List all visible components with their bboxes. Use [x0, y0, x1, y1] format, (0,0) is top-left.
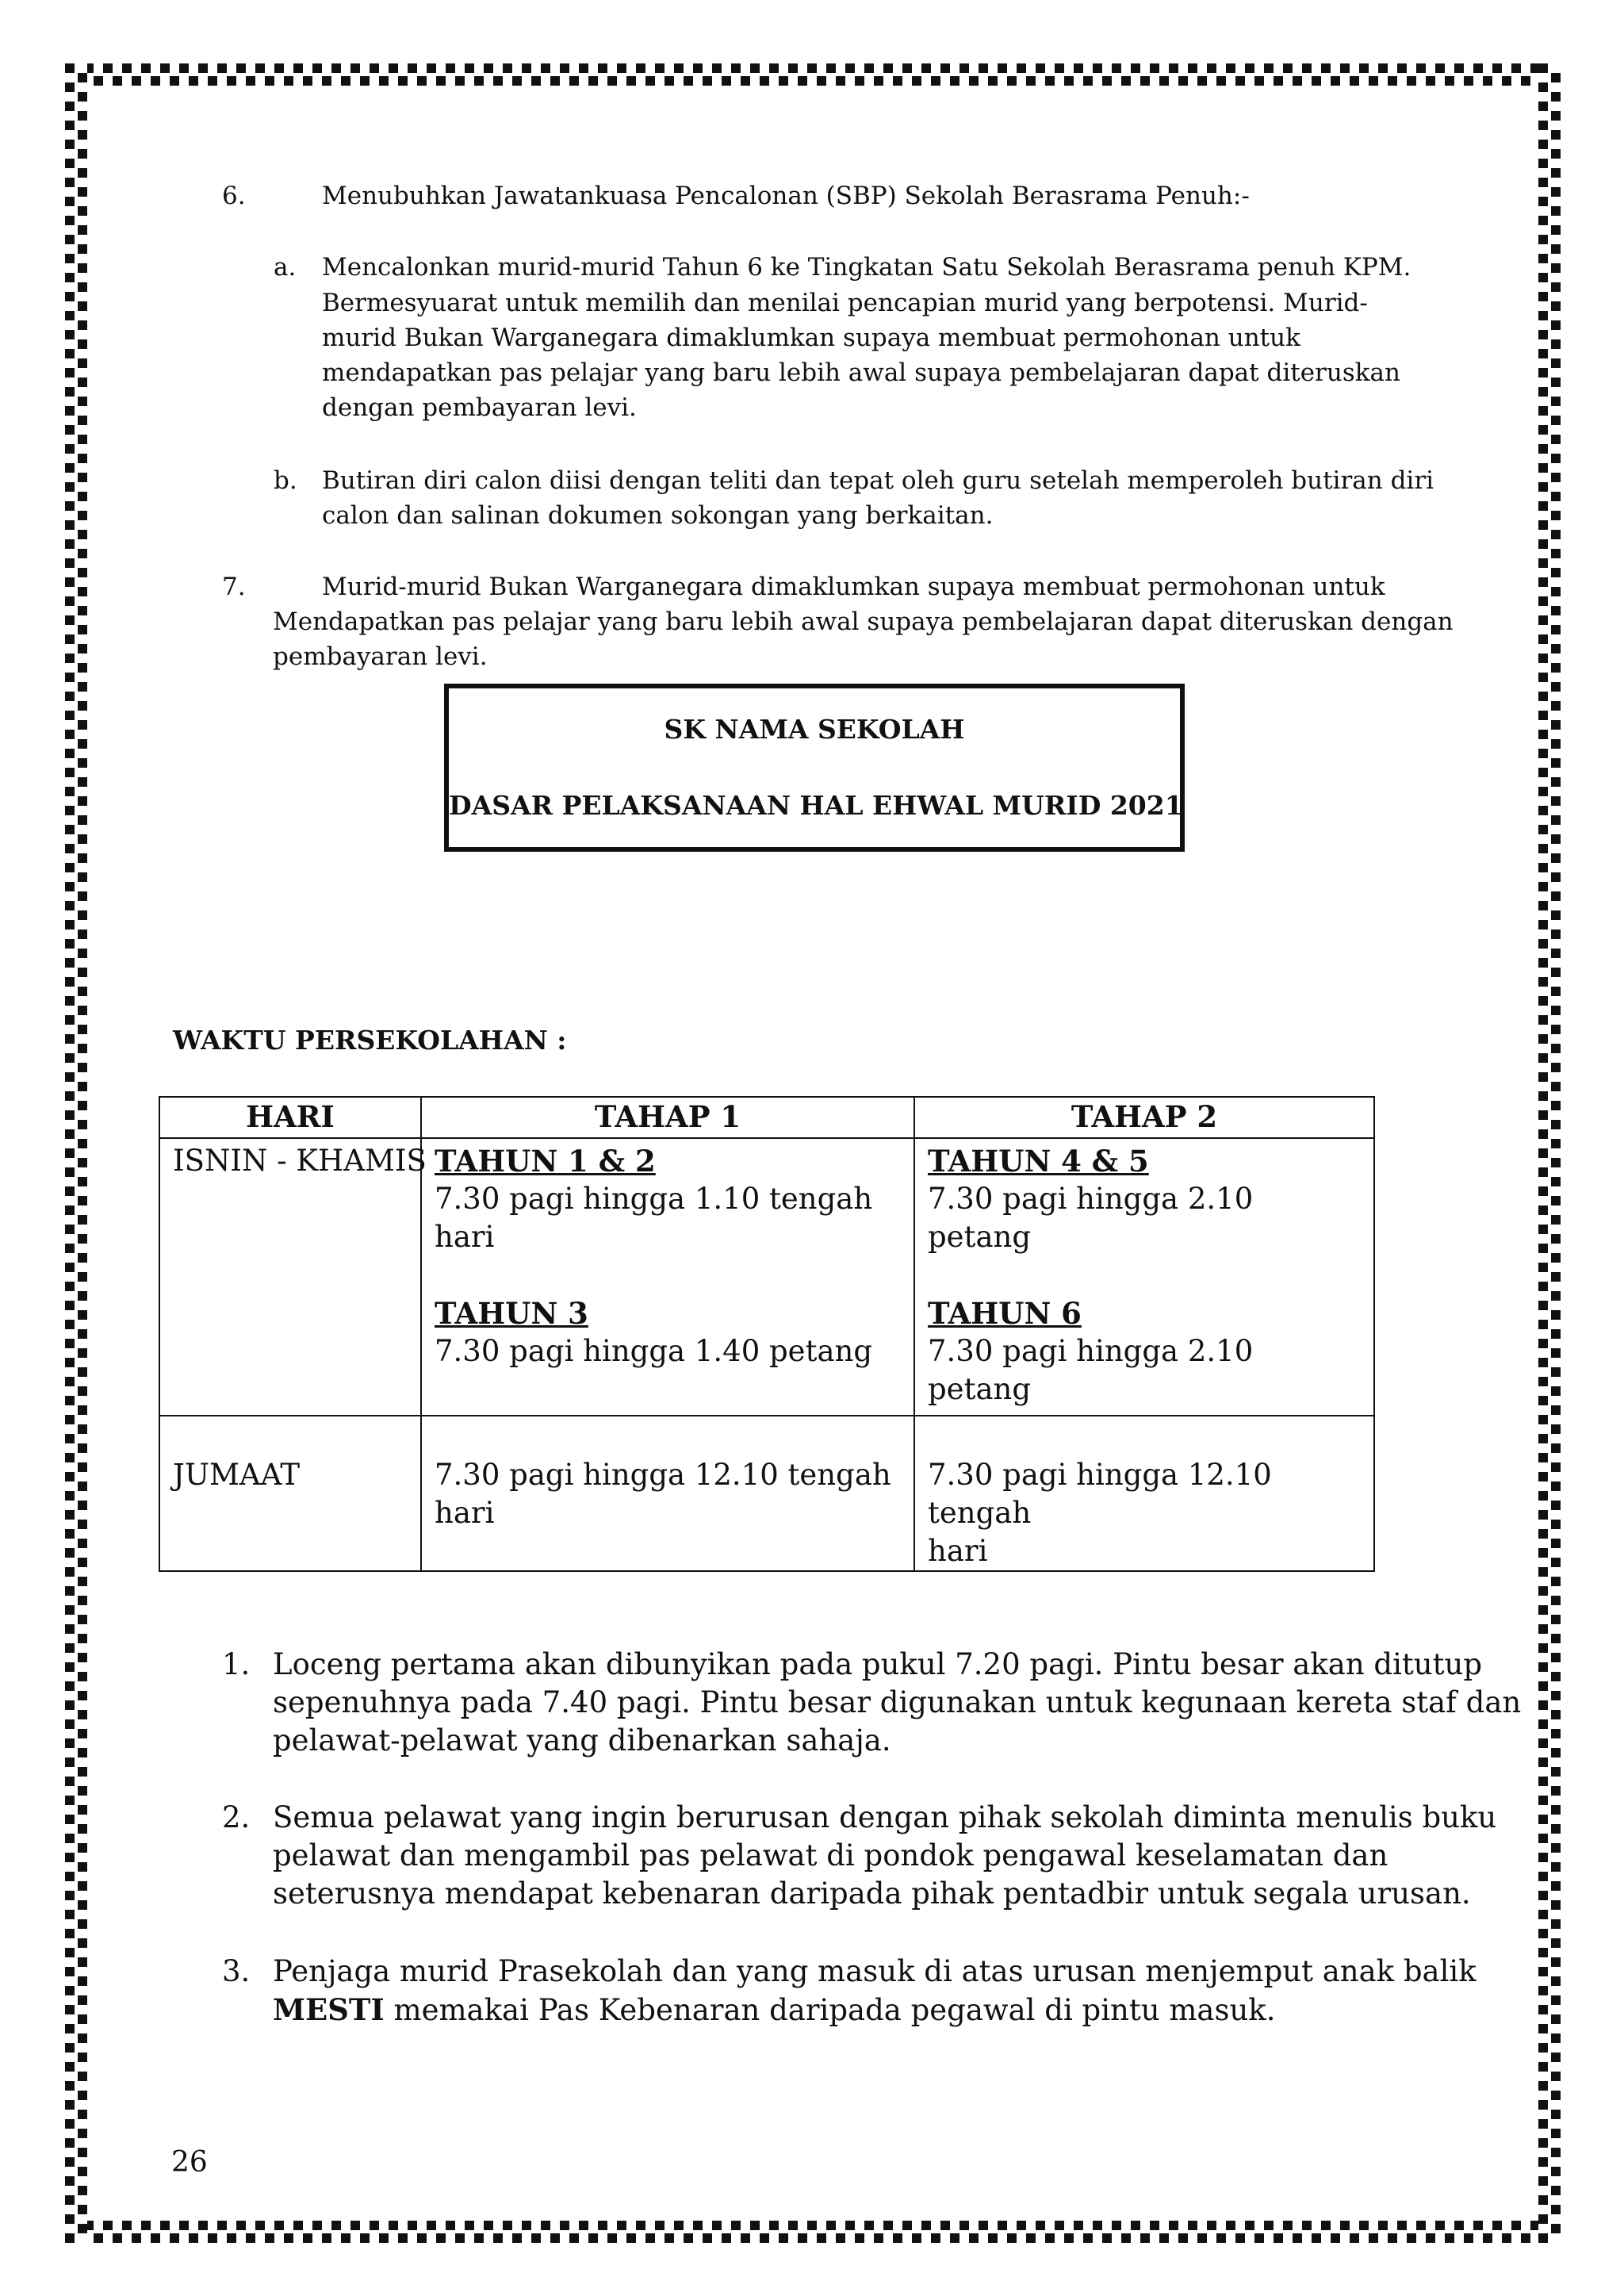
time-text: 7.30 pagi hingga 2.10 petang — [928, 1334, 1254, 1406]
tahap1-cell — [421, 1416, 914, 1571]
tahap2-cell — [914, 1416, 1374, 1571]
item6-number: 6. — [222, 182, 246, 210]
item7-line: Murid-murid Bukan Warganegara dimaklumkan supaya membuat permohonan untuk — [322, 573, 1385, 601]
school-hours-table — [159, 1096, 1375, 1572]
time-text: 7.30 pagi hingga 1.10 tengah — [435, 1182, 873, 1216]
day-cell — [159, 1138, 427, 1416]
rule1-line: Loceng pertama akan dibunyikan pada pukul 7.20 pagi. Pintu besar akan ditutup — [273, 1647, 1483, 1681]
item6-sub-a-line: Bermesyuarat untuk memilih dan menilai pencapian murid yang berpotensi. Murid- — [322, 289, 1368, 317]
time-text: hari — [435, 1220, 495, 1254]
spacer — [928, 1256, 1359, 1294]
school-name: SK NAMA SEKOLAH — [664, 714, 965, 745]
checkered-border-bottom — [65, 2221, 1561, 2243]
rule1-line: pelawat-pelawat yang dibenarkan sahaja. — [273, 1723, 891, 1757]
checkered-border-top — [65, 63, 1561, 86]
page-number: 26 — [171, 2146, 208, 2179]
table-header-row — [159, 1097, 1374, 1138]
policy-title: DASAR PELAKSANAAN HAL EHWAL MURID 2021 — [449, 790, 1183, 821]
year-group-title: TAHUN 1 & 2 — [435, 1144, 656, 1179]
header-hari: HARI — [159, 1097, 421, 1138]
item6-sub-a-line: Mencalonkan murid-murid Tahun 6 ke Tingkatan Satu Sekolah Berasrama penuh KPM. — [322, 253, 1411, 282]
item7-number: 7. — [222, 573, 246, 601]
rule1-number: 1. — [222, 1647, 251, 1681]
section-heading: WAKTU PERSEKOLAHAN : — [173, 1025, 567, 1056]
rule3-line: Penjaga murid Prasekolah dan yang masuk di atas urusan menjemput anak balik — [273, 1954, 1477, 1988]
rule3-number: 3. — [222, 1954, 251, 1988]
time-text: 7.30 pagi hingga 12.10 tengah — [928, 1458, 1272, 1530]
day-cell — [159, 1416, 421, 1571]
table-row — [159, 1416, 1374, 1571]
rule2-line: seterusnya mendapat kebenaran daripada pihak pentadbir untuk segala urusan. — [273, 1876, 1471, 1911]
item7-line: Mendapatkan pas pelajar yang baru lebih awal supaya pembelajaran dapat diteruskan dengan — [273, 608, 1454, 636]
year-group-title: TAHUN 6 — [928, 1296, 1082, 1331]
item6-text: Menubuhkan Jawatankuasa Pencalonan (SBP) Sekolah Berasrama Penuh:- — [322, 182, 1250, 210]
item6-sub-a-marker: a. — [274, 253, 297, 282]
rule2-line: pelawat dan mengambil pas pelawat di pondok pengawal keselamatan dan — [273, 1838, 1388, 1872]
rule2-number: 2. — [222, 1800, 251, 1834]
year-group-title: TAHUN 3 — [435, 1296, 588, 1331]
day-label: JUMAAT — [173, 1458, 300, 1492]
year-group-title: TAHUN 4 & 5 — [928, 1144, 1149, 1179]
time-text: hari — [435, 1496, 495, 1530]
header-tahap-1: TAHAP 1 — [421, 1097, 914, 1138]
table-row — [159, 1138, 1374, 1416]
emphasis-mesti: MESTI — [273, 1992, 385, 2027]
time-text: 7.30 pagi hingga 12.10 tengah — [435, 1458, 891, 1492]
item6-sub-b-line: Butiran diri calon diisi dengan teliti dan tepat oleh guru setelah memperoleh butiran diri — [322, 466, 1434, 495]
title-box — [444, 684, 1185, 852]
item6-sub-a-line: murid Bukan Warganegara dimaklumkan supaya membuat permohonan untuk — [322, 324, 1300, 352]
rule2-line: Semua pelawat yang ingin berurusan dengan pihak sekolah diminta menulis buku — [273, 1800, 1497, 1834]
day-label: ISNIN - KHAMIS — [173, 1144, 427, 1178]
spacer — [435, 1256, 899, 1294]
checkered-border-left — [65, 63, 87, 2243]
time-text: hari — [928, 1534, 988, 1568]
item6-sub-a-line: mendapatkan pas pelajar yang baru lebih awal supaya pembelajaran dapat diteruskan — [322, 358, 1400, 387]
item7-line: pembayaran levi. — [273, 642, 488, 671]
time-text: 7.30 pagi hingga 1.40 petang — [435, 1334, 873, 1368]
tahap2-cell — [914, 1138, 1374, 1416]
tahap1-cell — [421, 1138, 914, 1416]
header-tahap-2: TAHAP 2 — [914, 1097, 1374, 1138]
item6-sub-b-line: calon dan salinan dokumen sokongan yang berkaitan. — [322, 501, 994, 530]
rule3-line-rest: memakai Pas Kebenaran daripada pegawal di pintu masuk. — [384, 1993, 1276, 2027]
rule1-line: sepenuhnya pada 7.40 pagi. Pintu besar digunakan untuk kegunaan kereta staf dan — [273, 1685, 1522, 1719]
checkered-border-right — [1538, 63, 1561, 2243]
item6-sub-a-line: dengan pembayaran levi. — [322, 393, 637, 422]
item6-sub-b-marker: b. — [274, 466, 297, 495]
rule3-line — [273, 1991, 1275, 2030]
time-text: 7.30 pagi hingga 2.10 petang — [928, 1182, 1254, 1254]
